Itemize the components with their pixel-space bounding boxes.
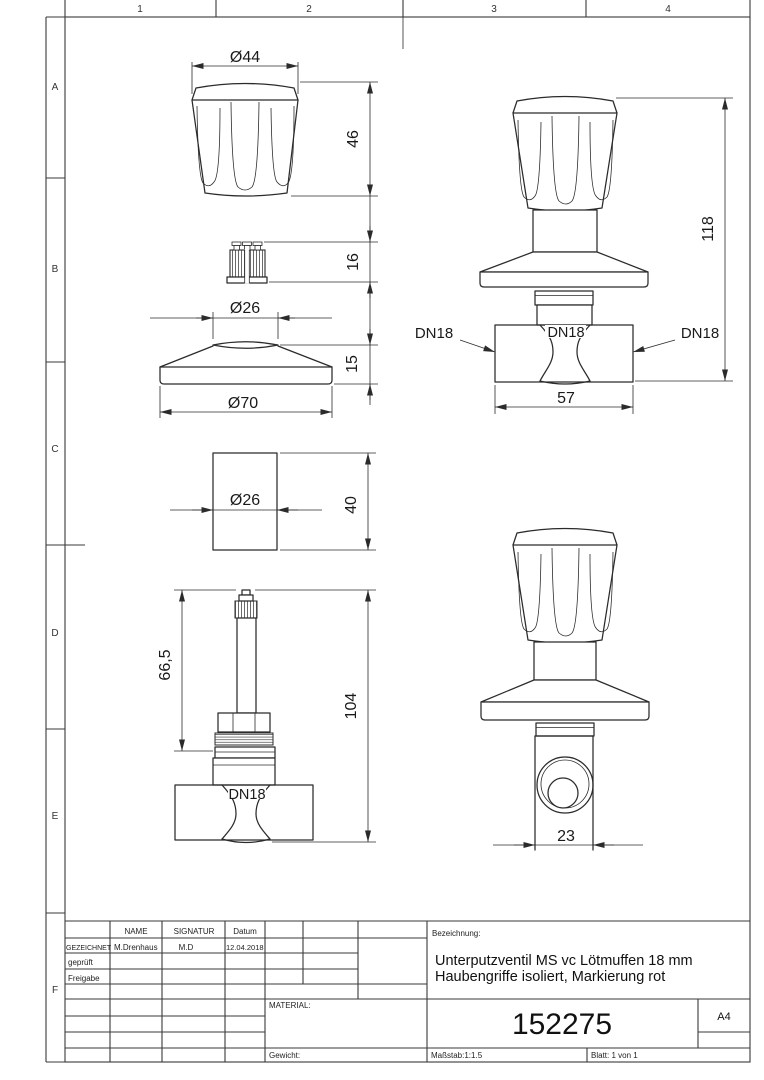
tb-designation-line1: Unterputzventil MS vc Lötmuffen 18 mm xyxy=(435,953,693,969)
tb-checked-label: geprüft xyxy=(68,958,93,967)
dim-knob-height: 46 xyxy=(345,130,362,148)
tb-release-label: Freigabe xyxy=(68,974,100,983)
tb-weight-label: Gewicht: xyxy=(269,1051,301,1060)
tb-drawn-label: GEZEICHNET xyxy=(66,945,112,952)
tb-paper-size: A4 xyxy=(717,1011,731,1023)
zone-col-2: 2 xyxy=(306,4,312,15)
tb-scale: Maßstab:1:1.5 xyxy=(431,1051,483,1060)
dim-socket-width: 23 xyxy=(557,828,575,845)
title-block xyxy=(65,921,750,1062)
zone-col-3: 3 xyxy=(491,4,497,15)
dim-knob-diameter: Ø44 xyxy=(229,49,261,66)
label-dn-insert: DN18 xyxy=(228,787,266,803)
label-dn-center: DN18 xyxy=(547,325,585,341)
dim-spindle-height: 66,5 xyxy=(157,649,174,681)
zone-row-b: B xyxy=(51,264,59,275)
tb-material-label: MATERIAL: xyxy=(269,1001,311,1010)
label-dn-left: DN18 xyxy=(414,325,454,342)
tb-designation-line2: Haubengriffe isoliert, Markierung rot xyxy=(435,969,666,985)
tb-col-name: NAME xyxy=(124,927,148,936)
tb-designation-label: Bezeichnung: xyxy=(432,929,481,938)
tb-drawn-date: 12.04.2018 xyxy=(226,943,264,952)
dim-rosette-height: 15 xyxy=(344,355,361,373)
zone-row-f: F xyxy=(51,985,59,996)
zone-row-c: C xyxy=(51,444,59,455)
dim-sleeve-height: 40 xyxy=(343,496,360,514)
dim-body-width: 57 xyxy=(557,390,575,407)
tb-drawn-name: M.Drenhaus xyxy=(114,943,158,952)
view-knob-front xyxy=(192,49,378,196)
zone-col-4: 4 xyxy=(665,4,671,15)
view-assembly-front xyxy=(415,97,733,415)
view-assembly-side xyxy=(481,529,649,851)
zone-row-e: E xyxy=(51,811,59,822)
dim-rosette-top-diameter: Ø26 xyxy=(229,300,261,317)
view-rosette xyxy=(150,300,378,418)
dim-rosette-base-diameter: Ø70 xyxy=(227,395,259,412)
tb-part-number: 152275 xyxy=(511,1008,613,1041)
dim-adapter-height: 16 xyxy=(345,253,362,271)
dim-assembly-height: 118 xyxy=(700,216,717,242)
label-dn-right: DN18 xyxy=(680,325,720,342)
tb-drawn-signature: M.D xyxy=(178,943,194,952)
view-sleeve xyxy=(170,453,376,550)
tb-sheet: Blatt: 1 von 1 xyxy=(591,1051,638,1060)
zone-row-d: D xyxy=(51,628,59,639)
dim-sleeve-diameter: Ø26 xyxy=(229,492,261,509)
tb-col-date: Datum xyxy=(233,927,257,936)
dim-insert-height: 104 xyxy=(343,692,360,720)
view-valve-insert xyxy=(157,590,376,843)
tb-col-signature: SIGNATUR xyxy=(173,927,215,936)
zone-row-a: A xyxy=(51,82,59,93)
zone-col-1: 1 xyxy=(137,4,143,15)
sheet-frame xyxy=(46,0,750,1062)
